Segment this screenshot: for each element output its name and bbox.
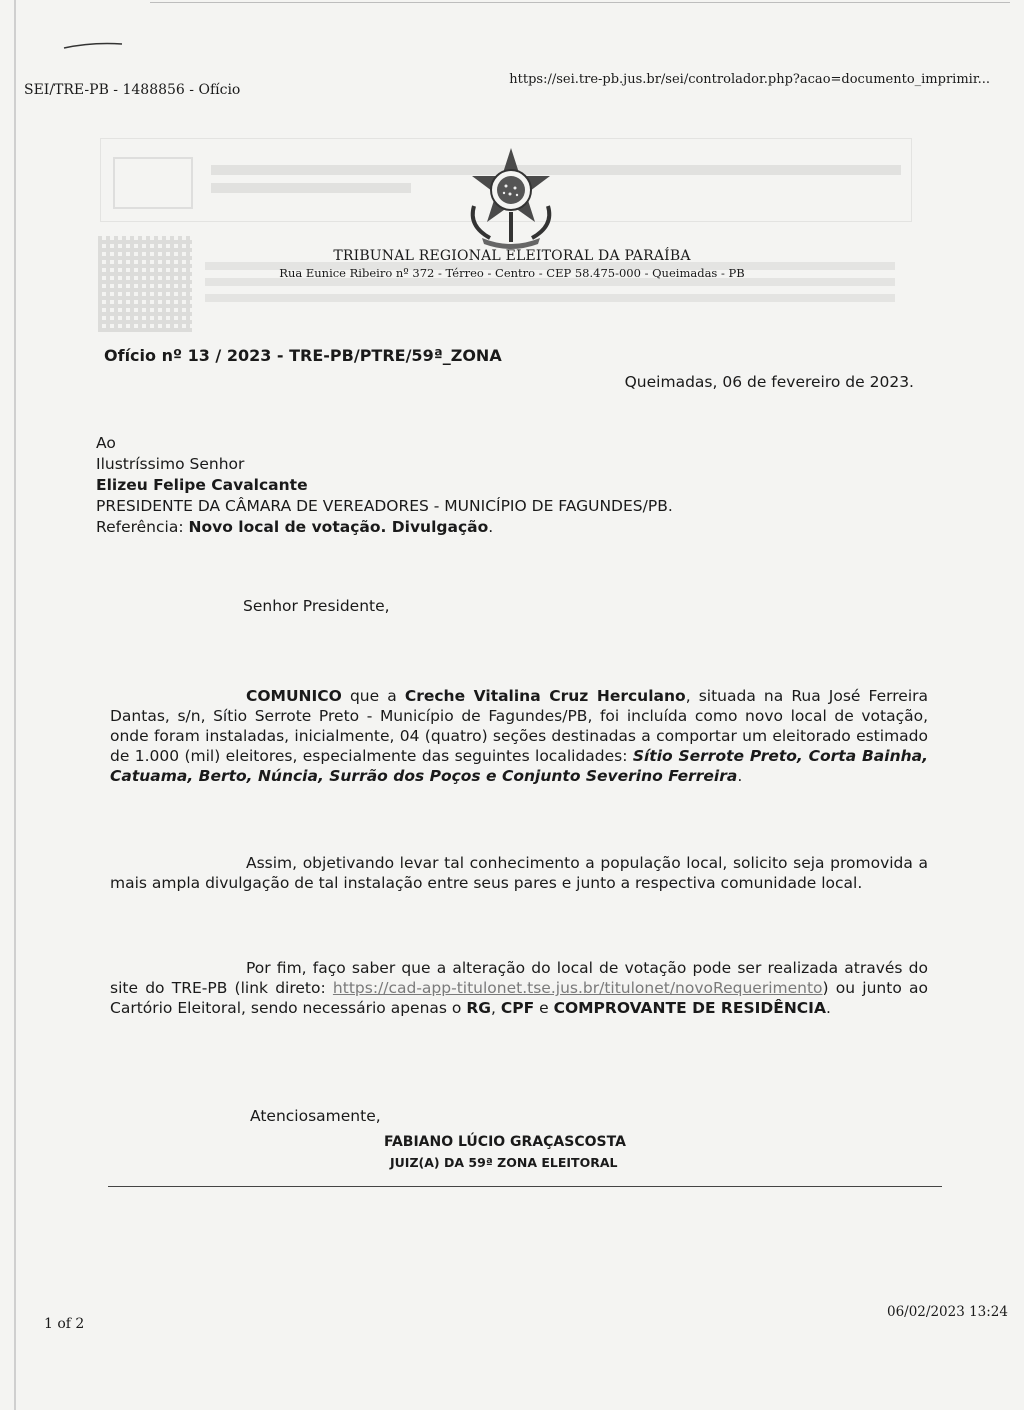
to-label: Ao bbox=[96, 434, 116, 452]
paragraph-text: Por fim, faço saber que a alteração do local de votação pode ser realizada através do site do TRE-PB (link direto: bbox=[110, 959, 928, 997]
paragraph-end: . bbox=[737, 767, 743, 785]
paragraph-communication bbox=[110, 686, 928, 786]
print-url: https://sei.tre-pb.jus.br/sei/controlador.php?acao=documento_imprimir... bbox=[509, 72, 990, 87]
pen-mark bbox=[62, 40, 124, 50]
scan-edge bbox=[14, 0, 16, 1410]
divider bbox=[108, 1186, 942, 1187]
page-counter: 1 of 2 bbox=[44, 1316, 85, 1332]
organization-address: Rua Eunice Ribeiro nº 372 - Térreo - Centro - CEP 58.475-000 - Queimadas - PB bbox=[279, 266, 745, 280]
paragraph-instructions bbox=[110, 958, 928, 1018]
treatment: Ilustríssimo Senhor bbox=[96, 455, 245, 473]
reference-text: Novo local de votação. Divulgação bbox=[188, 518, 489, 536]
paragraph-end: . bbox=[825, 999, 831, 1017]
required-doc-proof: COMPROVANTE DE RESIDÊNCIA bbox=[553, 999, 826, 1017]
separator: e bbox=[534, 999, 554, 1017]
reference-label: Referência: bbox=[96, 518, 184, 536]
recipient-block bbox=[96, 433, 673, 538]
closing: Atenciosamente, bbox=[250, 1107, 381, 1125]
required-doc-cpf: CPF bbox=[500, 999, 535, 1017]
paragraph-text: , situada na Rua José Ferreira Dantas, s/n, Sítio Serrote Preto - Município de Fagundes/PB, foi incluída como novo local de votação, onde foram instaladas, inicialmente, 04 (quatro) seções destinadas a comportar um eleitorado estimado de 1.000 (mil) eleitores, especialmente das seguintes localidades: bbox=[110, 687, 929, 765]
required-doc-rg: RG bbox=[466, 999, 491, 1017]
signer-role: JUIZ(A) DA 59ª ZONA ELEITORAL bbox=[390, 1155, 618, 1170]
document-reference: SEI/TRE-PB - 1488856 - Ofício bbox=[24, 82, 241, 98]
localities-list: Sítio Serrote Preto, Corta Bainha, Catuama, Berto, Núncia, Surrão dos Poços e Conjunto Severino Ferreira bbox=[110, 747, 928, 785]
recipient-name: Elizeu Felipe Cavalcante bbox=[96, 476, 308, 494]
communication-lead: COMUNICO bbox=[246, 687, 342, 705]
organization-name: TRIBUNAL REGIONAL ELEITORAL DA PARAÍBA bbox=[333, 248, 691, 264]
print-timestamp: 06/02/2023 13:24 bbox=[886, 1304, 1008, 1320]
signer-name: FABIANO LÚCIO GRAÇASCOSTA bbox=[384, 1134, 626, 1150]
voting-place-name: Creche Vitalina Cruz Herculano bbox=[404, 687, 686, 705]
reference-line: Referência: Novo local de votação. Divulgação. bbox=[96, 518, 494, 536]
scan-top-line bbox=[150, 2, 1010, 3]
paragraph-text: Assim, objetivando levar tal conhecimento a população local, solicito seja promovida a mais ampla divulgação de tal instalação entre seus pares e junto a respectiva comunidade local. bbox=[110, 854, 928, 892]
separator: , bbox=[491, 999, 501, 1017]
paragraph-text: ) ou junto ao Cartório Eleitoral, sendo necessário apenas o bbox=[110, 979, 928, 1017]
recipient-role: PRESIDENTE DA CÂMARA DE VEREADORES - MUNICÍPIO DE FAGUNDES/PB. bbox=[96, 497, 673, 515]
bleed-through-stamp bbox=[113, 157, 193, 209]
salutation: Senhor Presidente, bbox=[243, 597, 390, 615]
brazil-coat-of-arms-icon bbox=[460, 146, 562, 252]
paragraph-text: que a bbox=[341, 687, 405, 705]
place-date: Queimadas, 06 de fevereiro de 2023. bbox=[624, 373, 914, 391]
oficio-title: Ofício nº 13 / 2023 - TRE-PB/PTRE/59ª_ZONA bbox=[104, 346, 502, 365]
titulonet-link[interactable]: https://cad-app-titulonet.tse.jus.br/titulonet/novoRequerimento bbox=[332, 979, 823, 997]
paragraph-request bbox=[110, 853, 928, 893]
bleed-through-line bbox=[211, 183, 411, 193]
